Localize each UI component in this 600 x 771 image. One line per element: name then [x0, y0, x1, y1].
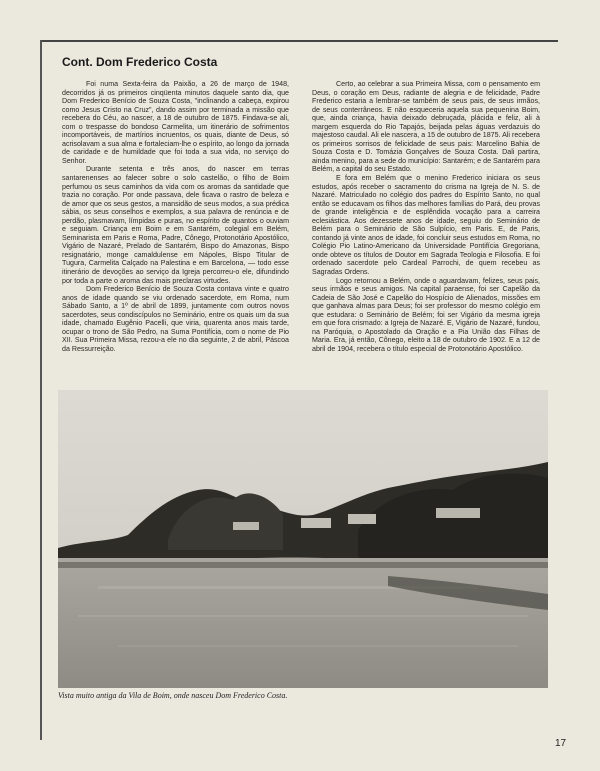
village-photo: [58, 390, 548, 688]
top-border-rule: [40, 40, 558, 42]
village-photo-image: [58, 390, 548, 688]
paragraph: Logo retornou a Belém, onde o aguardavam, felizes, seus pais, seus irmãos e seus amigos. Na capital paraense, foi ser Capelão da Cadeia de São José e Capelão do Hospício de Alienados, missões em que ganhava almas para Deus; foi ser professor do mesmo colégio em que estudara: o Seminário de Belém; foi ser Vigário da mesma igreja em que fora crismado: a Igreja de Nazaré. E, Vigário de Nazaré, fundou, na Paróquia, o Apostolado da Oração e a Pia União das Filhas de Maria. Era, já então, Cônego, eleito a 18 de outubro de 1902. E a 12 de abril de 1904, recebera o título especial de Protonotário Apostólico.: [312, 276, 540, 353]
section-title: Cont. Dom Frederico Costa: [62, 55, 218, 69]
paragraph: Foi numa Sexta-feira da Paixão, a 26 de março de 1948, decorridos já os primeiros cinqüenta minutos daquele santo dia, que Dom Frederico Benício de Souza Costa, "inclinando a cabeça, expirou como Jesus Cristo na Cruz", dando assim por terminada a missão que recebera do Céu, ao nascer, a 18 de outubro de 1875. Findava-se ali, com o trespasse do bondoso Carmelita, um itinerário de sofrimentos incomportáveis, de martírios incruentos, os quais, diante de Deus, só acrisolavam a sua alma e fortaleciam-lhe o espírito, ao longo da jornada de caridade e de humildade que foi toda a sua vida, no serviço do Senhor.: [62, 80, 289, 165]
page-number: 17: [555, 738, 567, 749]
left-text-column: [62, 80, 289, 354]
paragraph: Certo, ao celebrar a sua Primeira Missa, com o pensamento em Deus, o coração em Deus, radiante de alegria e de felicidade, Padre Frederico estaria a lembrar-se também de seus pais, de seus irmãos, de seus conterrâneos. E não esqueceria aquela sua pequenina Boim, que, ainda criança, havia deixado debruçada, plácida e feliz, ali à margem esquerda do Rio Tapajós, beijada pelas águas verdazuis do majestoso caudal. Ali ele nascera, a 15 de outubro de 1875. Ali recebera os primeiros sorrisos de felicidade de seus pais: Marcelino Bahia de Souza Costa e D. Tomázia Gonçalves de Souza Costa. Dali partira, ainda menino, para a sede do município: Santarém; e de Santarém para Belém, a capital do seu Estado.: [312, 80, 540, 174]
right-text-column: [312, 80, 540, 354]
photo-caption: Vista muito antiga da Vila de Boim, onde nasceu Dom Frederico Costa.: [58, 691, 288, 700]
left-border-rule: [40, 40, 42, 740]
paragraph: E fora em Belém que o menino Frederico iniciara os seus estudos, após receber o sacramento do crisma na Igreja de N. S. de Nazaré. Matriculado no colégio dos padres do Espírito Santo, no qual então se educavam os filhos das melhores famílias do Pará, deu provas de grande inteligência e de esplêndida vocação para a carreira eclesiástica. Aos dezessete anos de idade, seguiu do Seminário de Belém para o Seminário de São Sulpício, em Paris. E, de Paris, contando já vinte anos de idade, foi concluir seus estudos em Roma, no Colégio Pio Latino-Americano da Universidade Pontifícia Gregoriana, onde obteve os títulos de Doutor em Sagrada Teologia e Filosofia. E foi ordenado sacerdote pelo Cardeal Parrochi, de quem recebeu as Sagradas Ordens.: [312, 174, 540, 277]
paragraph: Dom Frederico Benício de Souza Costa contava vinte e quatro anos de idade quando se viu ordenado sacerdote, em Roma, num Sábado Santo, a 1º de abril de 1899, juntamente com outros novos sacerdotes, seus condiscípulos no Seminário, entre os quais um da sua idade, chamado Eugênio Pacelli, que viria, quarenta anos mais tarde, ocupar o trono de São Pedro, na Suma Pontifícia, com o nome de Pio XII. Sua Primeira Missa, rezou-a ele no dia seguinte, 2 de abril, Páscoa da Ressurreição.: [62, 285, 289, 353]
paragraph: Durante setenta e três anos, do nascer em terras santarenenses ao falecer sobre o solo castelão, o filho de Boim perfumou os seus caminhos da vida com os aromas da santidade que trazia no coração. Por onde passava, dele ficava o rastro de beleza e de amor que os seus gestos, a mansidão de seus modos, a sua prédica sábia, os seus conselhos e exemplos, a sua palavra de renúncia e de perdão, plasmavam, límpidas e puras, no espírito de quantos o ouviam e seguiam. Criança em Boim e em Santarém, colegial em Belém, Seminarista em Paris e Roma, Padre, Cônego, Protonotário Apostólico, Vigário de Nazaré, Prelado de Santarém, Bispo do Amazonas, Bispo resignatário, monge camaldulense em Nápoles, Bispo Titular de Tugura, Carmelita Calçado na Palestina e em Barcelona, — todo esse itinerário de devoções ao serviço da Igreja percorreu-o ele, difundindo por toda a parte o aroma das mais preclaras virtudes.: [62, 165, 289, 285]
